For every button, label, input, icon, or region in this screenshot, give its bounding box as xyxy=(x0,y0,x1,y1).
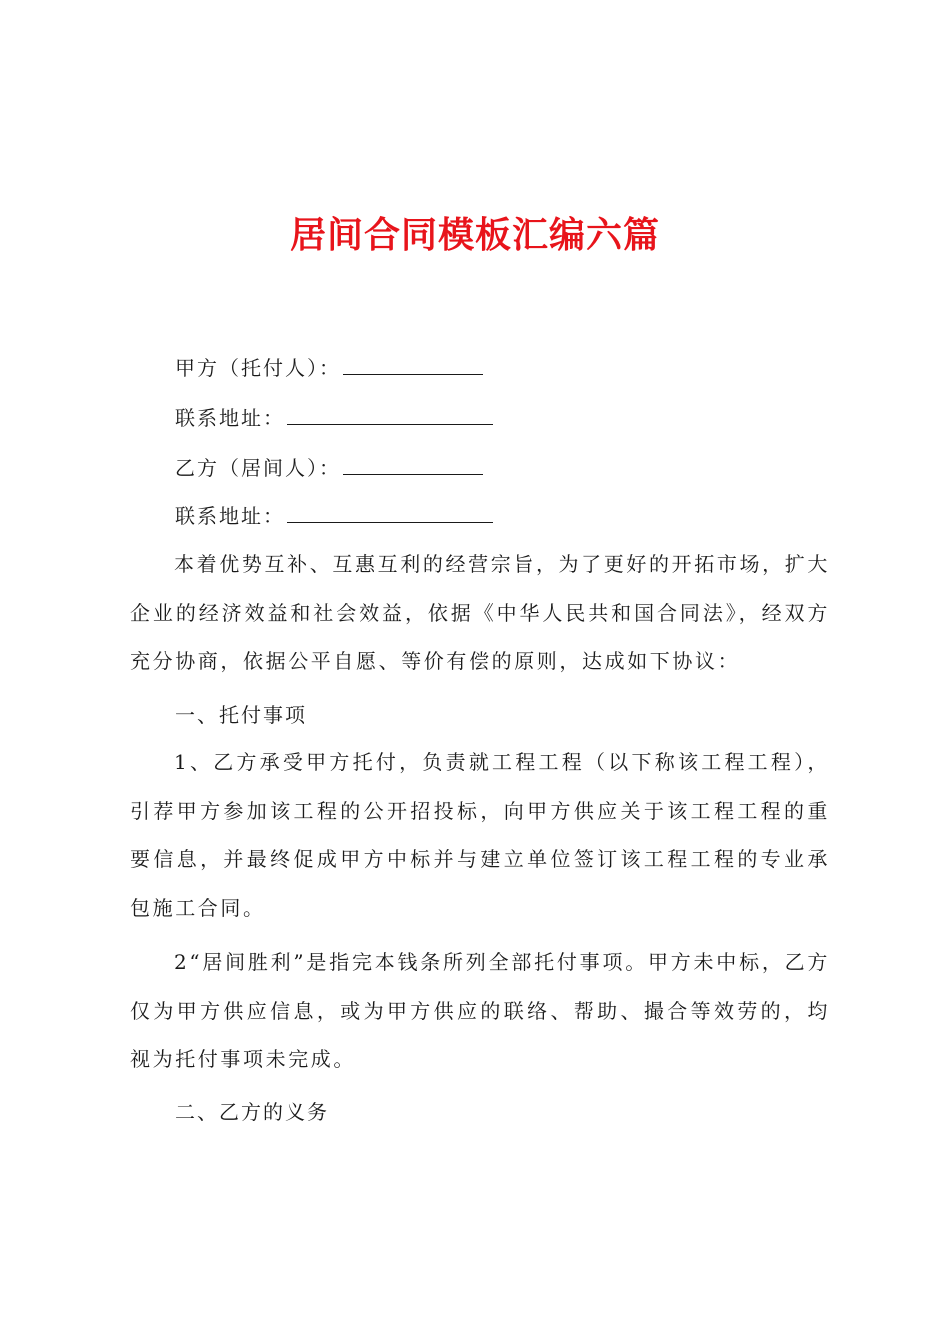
party-b-label: 乙方（居间人）： xyxy=(175,456,341,480)
party-a-blank xyxy=(343,352,483,375)
clause-1-paragraph: 1、乙方承受甲方托付，负责就工程工程（以下称该工程工程），引荐甲方参加该工程的公开招投标，向甲方供应关于该工程工程的重要信息，并最终促成甲方中标并与建立单位签订该工程工程的专业承包施工合同。 xyxy=(130,750,830,920)
clause-2-paragraph: 2“居间胜利”是指完本钱条所列全部托付事项。甲方未中标，乙方仅为甲方供应信息，或为甲方供应的联络、帮助、撮合等效劳的，均视为托付事项未完成。 xyxy=(130,950,830,1071)
party-b-field xyxy=(175,452,483,483)
party-a-label: 甲方（托付人）： xyxy=(175,356,341,380)
intro-paragraph: 本着优势互补、互惠互利的经营宗旨，为了更好的开拓市场，扩大企业的经济效益和社会效益，依据《中华人民共和国合同法》，经双方充分协商，依据公平自愿、等价有偿的原则，达成如下协议： xyxy=(130,552,830,673)
party-b-address-label: 联系地址： xyxy=(175,504,285,528)
document-title: 居间合同模板汇编六篇 xyxy=(289,215,660,256)
party-a-field xyxy=(175,352,483,383)
party-a-address-label: 联系地址： xyxy=(175,406,285,430)
party-b-address-blank xyxy=(287,500,493,523)
party-b-address-field xyxy=(175,500,493,531)
party-a-address-blank xyxy=(287,402,493,425)
party-b-blank xyxy=(343,452,483,475)
section-1-heading: 一、托付事项 xyxy=(175,703,307,727)
party-a-address-field xyxy=(175,402,493,433)
section-2-heading: 二、乙方的义务 xyxy=(175,1100,329,1124)
